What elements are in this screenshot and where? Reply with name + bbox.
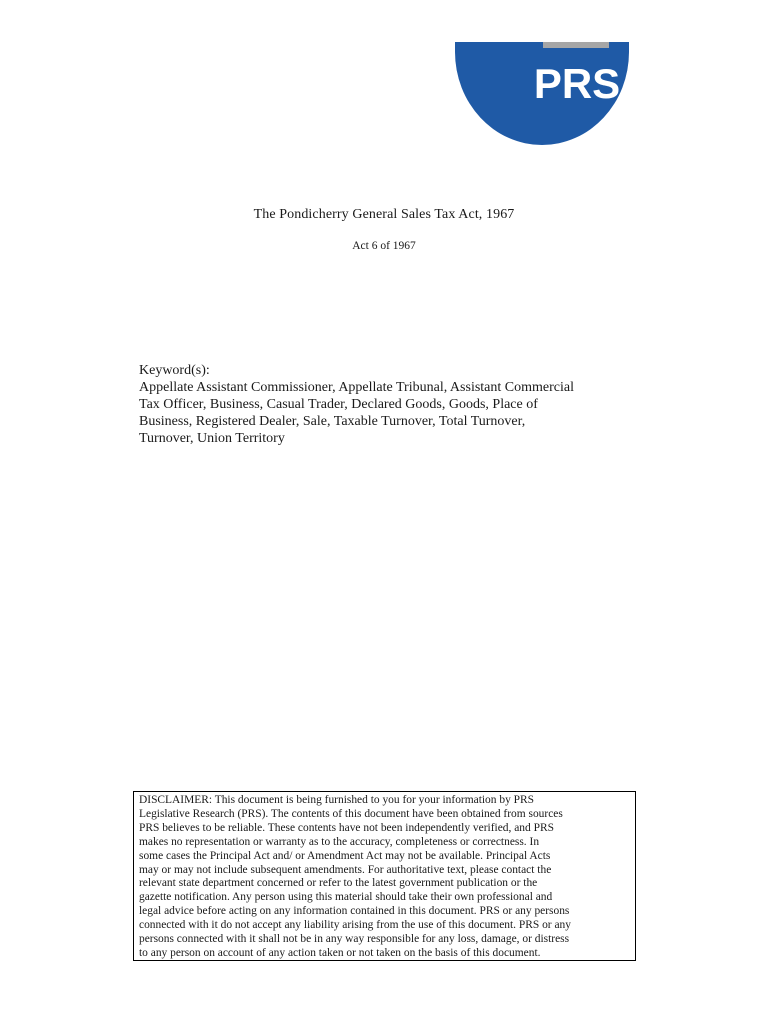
- keywords-line: Business, Registered Dealer, Sale, Taxable Turnover, Total Turnover,: [139, 414, 526, 429]
- prs-logo: [455, 42, 629, 145]
- disclaimer-line: connected with it do not accept any liability arising from the use of this document. PRS or any: [139, 919, 571, 932]
- prs-logo-text: PRS: [533, 60, 621, 107]
- disclaimer-line: persons connected with it shall not be in any way responsible for any loss, damage, or distress: [139, 933, 570, 946]
- disclaimer-line: PRS believes to be reliable. These contents have not been independently verified, and PRS: [139, 821, 554, 834]
- disclaimer-line: makes no representation or warranty as to the accuracy, completeness or correctness. In: [139, 835, 540, 848]
- disclaimer-line: gazette notification. Any person using this material should take their own professional and: [139, 891, 553, 904]
- keywords-section: [139, 362, 639, 447]
- keywords-line: Turnover, Union Territory: [139, 431, 285, 446]
- disclaimer-line: some cases the Principal Act and/ or Amendment Act may not be available. Principal Acts: [139, 849, 551, 862]
- document-title: The Pondicherry General Sales Tax Act, 1967: [253, 207, 515, 222]
- disclaimer-line: may or may not include subsequent amendments. For authoritative text, please contact the: [139, 863, 552, 876]
- act-number: Act 6 of 1967: [352, 240, 416, 252]
- disclaimer-line: relevant state department concerned or refer to the latest government publication or the: [139, 877, 538, 890]
- disclaimer-line: Legislative Research (PRS). The contents of this document have been obtained from sources: [139, 807, 563, 820]
- prs-logo-mark: [455, 42, 629, 145]
- keywords-line: Appellate Assistant Commissioner, Appellate Tribunal, Assistant Commercial: [139, 380, 574, 395]
- disclaimer-line: DISCLAIMER: This document is being furnished to you for your information by PRS: [139, 794, 534, 806]
- disclaimer-box: [133, 791, 636, 961]
- disclaimer-line: legal advice before acting on any information contained in this document. PRS or any persons: [139, 905, 570, 918]
- keywords-heading: Keyword(s):: [139, 363, 210, 378]
- keywords-line: Tax Officer, Business, Casual Trader, Declared Goods, Goods, Place of: [139, 397, 538, 412]
- disclaimer-line: to any person on account of any action taken or not taken on the basis of this document.: [139, 946, 541, 959]
